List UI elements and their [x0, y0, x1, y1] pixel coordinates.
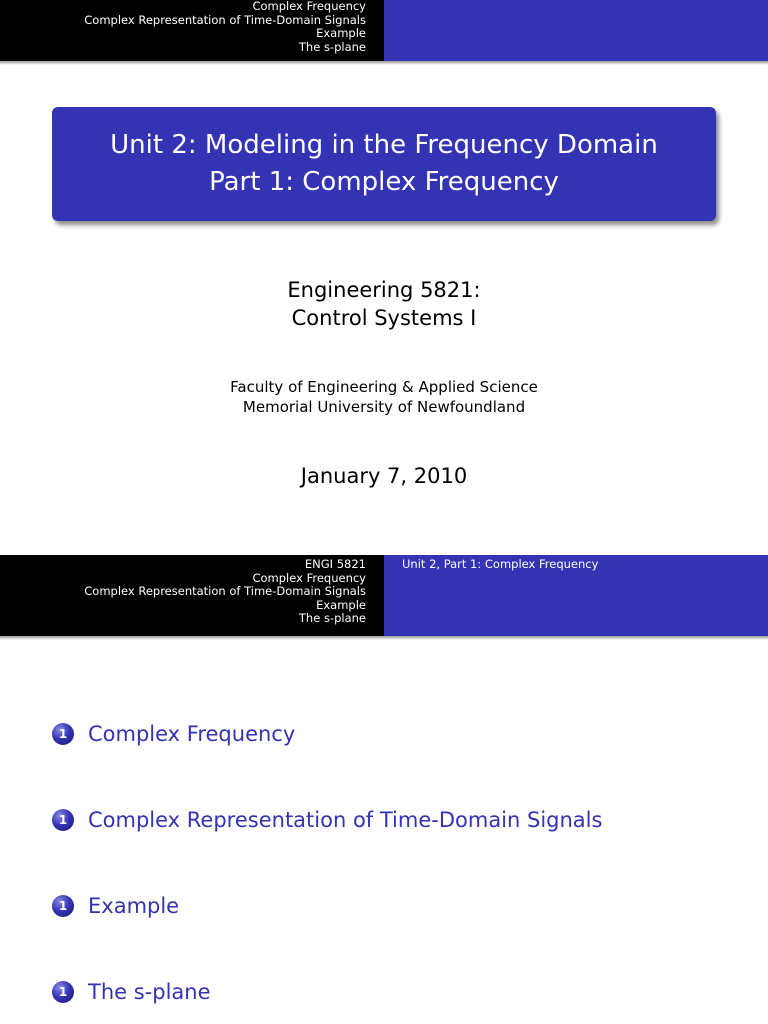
header-title-area [384, 0, 768, 61]
toc-item-complex-representation[interactable] [52, 805, 602, 835]
nav-section-complex-representation[interactable]: Complex Representation of Time-Domain Signals [84, 584, 366, 599]
presentation-date: January 7, 2010 [300, 464, 468, 488]
toc-label[interactable]: Complex Representation of Time-Domain Signals [88, 808, 603, 832]
short-title[interactable]: ENGI 5821 [304, 557, 366, 571]
title-line-2: Part 1: Complex Frequency [209, 167, 559, 197]
course-line-1: Engineering 5821: [287, 278, 481, 302]
toc-item-complex-frequency[interactable] [52, 719, 295, 749]
nav-section-s-plane[interactable]: The s-plane [298, 39, 366, 54]
title-line-1: Unit 2: Modeling in the Frequency Domain [110, 130, 658, 160]
header-shadow [0, 61, 768, 65]
section-number-ball: 1 [52, 895, 74, 917]
title-block [52, 107, 716, 221]
header-shadow [0, 636, 768, 640]
current-presentation-title[interactable]: Unit 2, Part 1: Complex Frequency [402, 557, 599, 571]
outline-slide [0, 555, 768, 1024]
course-name [0, 276, 768, 332]
nav-section-example[interactable]: Example [316, 597, 366, 612]
course-line-2: Control Systems I [291, 306, 477, 330]
section-number-ball: 1 [52, 809, 74, 831]
section-number-ball: 1 [52, 723, 74, 745]
nav-section-complex-representation[interactable]: Complex Representation of Time-Domain Signals [84, 12, 366, 27]
slide-header [0, 0, 768, 61]
institute-line-2: Memorial University of Newfoundland [242, 398, 526, 416]
nav-section-example[interactable]: Example [316, 26, 366, 41]
nav-section-complex-frequency[interactable]: Complex Frequency [252, 0, 366, 13]
slide-header [0, 555, 768, 636]
toc-item-s-plane[interactable] [52, 977, 211, 1007]
toc-label[interactable]: Complex Frequency [88, 722, 296, 746]
header-title-area [384, 555, 768, 636]
nav-section-complex-frequency[interactable]: Complex Frequency [252, 570, 366, 585]
toc-label[interactable]: Example [88, 894, 180, 918]
section-number-ball: 1 [52, 981, 74, 1003]
toc-label[interactable]: The s-plane [88, 980, 211, 1004]
institute-line-1: Faculty of Engineering & Applied Science [230, 378, 538, 396]
nav-section-s-plane[interactable]: The s-plane [298, 611, 366, 626]
header-section-nav [0, 555, 384, 636]
institute [0, 377, 768, 417]
toc-item-example[interactable] [52, 891, 179, 921]
header-section-nav [0, 0, 384, 61]
